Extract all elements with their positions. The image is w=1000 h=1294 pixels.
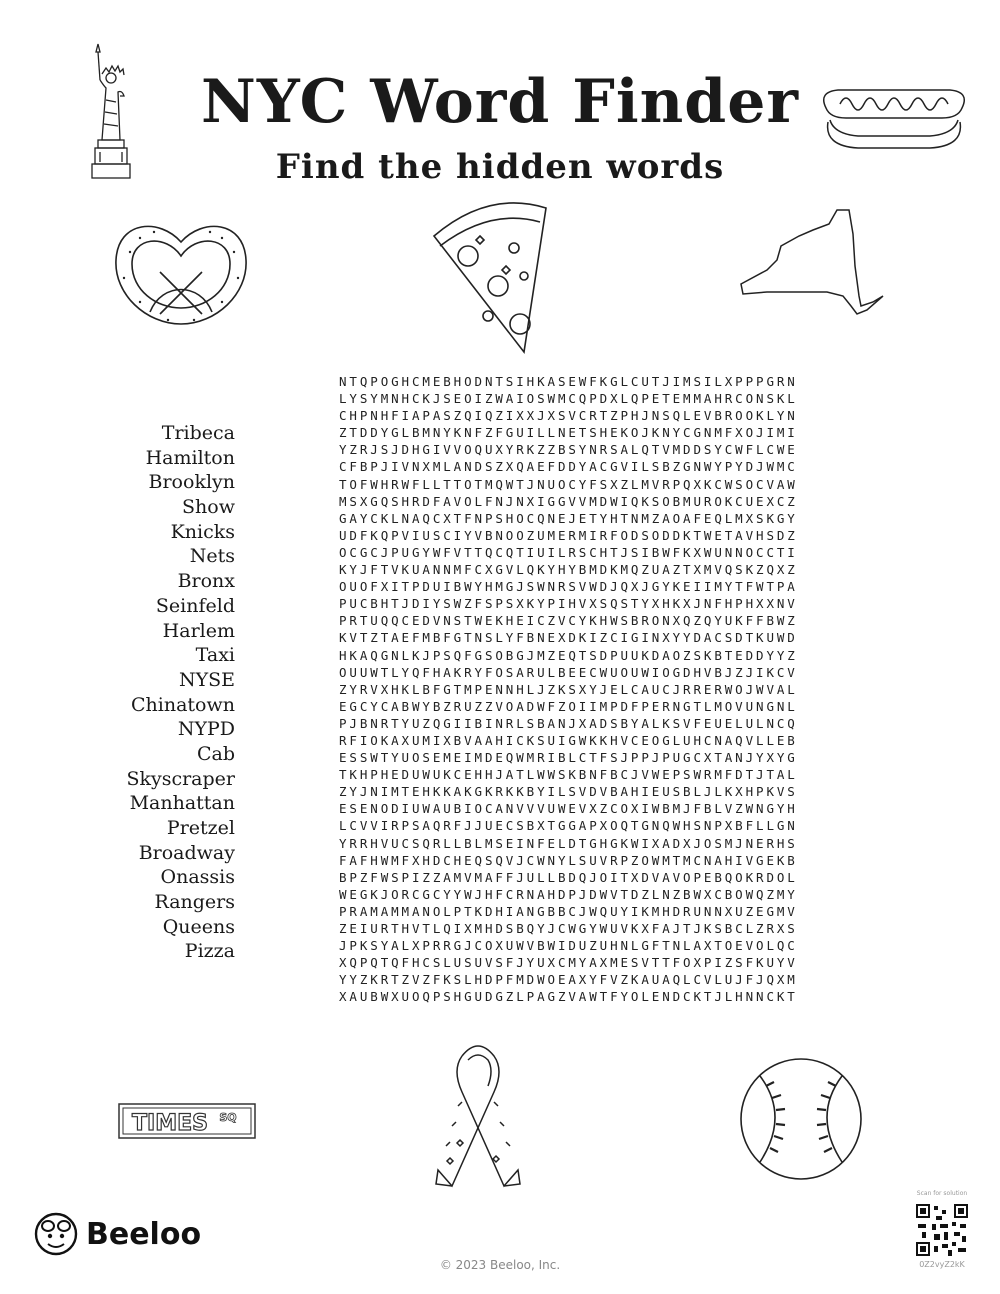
copyright-text: © 2023 Beeloo, Inc.: [439, 1258, 561, 1272]
qr-code-label: 0Z2vyZ2kK: [919, 1260, 965, 1269]
word-list-item: Onassis: [160, 866, 235, 889]
word-list-item: Pretzel: [166, 817, 235, 839]
grid-row: JPKSYALXPRRGJCOXUWVBWIDUZUHNLGFTNLAXTOEVOLQC: [339, 938, 798, 954]
word-list-item: Cab: [196, 742, 235, 765]
grid-row: LCVVIRPSAQRFJJUECSBXTGGAPXOQTGNQWHSNPXBFLLGN: [339, 818, 798, 834]
word-list-item: Queens: [162, 915, 235, 938]
word-list-item: Hamilton: [145, 446, 235, 469]
grid-row: TKHPHEDUWUKCEHHJATLWWSKBNFBCJVWEPSWRMFDTJTAL: [339, 767, 798, 783]
word-list-item: NYSE: [178, 668, 235, 691]
baseball-icon: [738, 1056, 864, 1182]
brand-name: Beeloo: [86, 1216, 202, 1252]
grid-row: WEGKJORCGCYYWJHFCRNAHDPJDWVTDZLNZBWXCBOWQZMY: [339, 886, 798, 902]
grid-row: FAFHWMFXHDCHEQSQVJCWNYLSUVRPZOWMTMCNAHIVGEKB: [339, 852, 798, 868]
word-list-item: Rangers: [154, 891, 235, 914]
grid-row: YRRHVUCSQRLLBLMSEINFELDTGHGKWIXADXJOSMJNERHS: [339, 835, 798, 851]
grid-row: OUUWTLYQFHAKRYFOSARULBEECWUOUWIOGDHVBJZJIKCV: [339, 664, 798, 680]
word-list-item: Broadway: [138, 841, 235, 864]
bee-logo-icon: [34, 1212, 78, 1256]
word-list-item: Manhattan: [129, 792, 235, 815]
new-york-state-map-icon: [737, 206, 887, 328]
letter-grid: [339, 373, 969, 1005]
qr-caption: Scan for solution: [916, 1190, 968, 1197]
grid-row: YZRJSJDHGIVVOQUXYRKZZBSYNRSALQTVMDDSYCWFLCWE: [339, 442, 798, 458]
grid-row: PUCBHTJDIYSWZFSPSXKYPIHVXSQSTYXHKXJNFHPHXXNV: [339, 596, 798, 612]
word-list-item: Seinfeld: [155, 594, 235, 617]
grid-row: ZYJNIMTEHKKAKGKRKKBYILSVDVBAHIEUSBLJLKXHPKVS: [339, 784, 798, 800]
grid-row: EGCYCABWYBZRUZZVOADWFZOIIMPDFPERNGTLMOVUNGNL: [339, 698, 798, 714]
grid-row: CHPNHFIAPASZQIQZIXXJXSVCRTZPHJNSQLEVBROOKLYN: [339, 408, 798, 424]
grid-row: PRAMAMMANOLPTKDHIANGBBCJWQUYIKMHDRUNNXUZEGMV: [339, 903, 798, 919]
grid-row: TOFWHRWFLLTTOTMQWTJNUOCYFSXZLMVRPQXKCWSOCVAW: [339, 476, 798, 492]
pretzel-icon: [110, 212, 252, 334]
word-list-item: Pizza: [184, 940, 235, 963]
word-list-item: Skyscraper: [126, 767, 235, 790]
grid-row: YYZKRTZVZFKSLHDPFMDWOEAXYFVZKAUAQLCVLUJFJQXM: [339, 972, 798, 988]
grid-row: ZYRVXHKLBFGTMPENNHLJZKSXYJELCAUCJRRERWOJWVAL: [339, 681, 798, 697]
word-list-item: Chinatown: [131, 693, 235, 716]
grid-row: PRTUQQCEDVNSTWEKHEICZVCYKHWSBRONXQZQYUKFFBWZ: [339, 613, 798, 629]
word-list-item: Harlem: [162, 619, 235, 642]
grid-row: LYSYMNHCKJSEOIZWAIOSWMCQPDXLQPETEMMAHRCONSKL: [339, 391, 798, 407]
word-list: [90, 421, 235, 964]
grid-row: XAUBWXUOQPSHGUDGZLPAGZVAWTFYOLENDCKTJLHNNCKT: [339, 989, 798, 1005]
svg-text:SQ: SQ: [219, 1111, 237, 1124]
grid-row: KVTZTAEFMBFGTNSLYFBNEXDKIZCIGINXYYDACSDTKUWD: [339, 630, 798, 646]
word-list-item: Show: [182, 496, 235, 519]
grid-row: ZTDDYGLBMNYKNFZFGUILLNETSHEKOJKNYCGNMFXOJIMI: [339, 425, 798, 441]
word-list-item: Brooklyn: [148, 471, 235, 494]
page-subtitle: Find the hidden words: [275, 147, 725, 187]
grid-row: CFBPJIVNXMLANDSZXQAEFDDYACGVILSBZGNWYPYDJWMC: [339, 459, 798, 475]
grid-row: UDFKQPVIUSCIYVBNOOZUMERMIRFODSODDKTWETAVHSDZ: [339, 527, 798, 543]
grid-row: ZEIURTHVTLQIXMHDSBQYJCWGYWUVKXFAJTJKSBCLZRXS: [339, 921, 798, 936]
svg-text:TIMES: TIMES: [132, 1111, 208, 1136]
statue-of-liberty-icon: [86, 40, 136, 182]
word-list-item: Bronx: [177, 570, 235, 593]
grid-row: HKAQGNLKJPSQFGSOBGJMZEQTSDPUUKDAOZSKBTEDDYYZ: [339, 647, 798, 663]
word-list-item: Nets: [189, 545, 235, 568]
grid-row: OUOFXITPDUIBWYHMGJSWNRSVWDJQXJGYKEIIMYTFWTPA: [339, 579, 798, 595]
grid-row: PJBNRTYUZQGIIBINRLSBANJXADSBYALKSVFEUELULNCQ: [339, 715, 798, 731]
grid-row: NTQPOGHCMEBHODNTSIHKASEWFKGLCUTJIMSILXPPPGRN: [339, 374, 798, 389]
grid-row: KYJFTVKUANNMFCXGVLQKYHYBMDKMQZUAZTXMVQSKZQXZ: [339, 562, 798, 578]
grid-row: GAYCKLNAQCXTFNPSHOCQNEJETYHTNMZAOAFEQLMXSKGY: [339, 510, 798, 526]
grid-row: MSXGQSHRDFAVOLFNJNXIGGVVMDWIQKSOBMUROKCUEXCZ: [339, 493, 798, 509]
grid-row: BPZFWSPIZZAMVMAFFJULLBDQJOITXDVAVOPEBQOKRDOL: [339, 869, 798, 885]
word-list-item: NYPD: [177, 718, 235, 741]
beeloo-brand: [34, 1212, 201, 1256]
grid-row: ESSWTYUOSEMEIMDEQWMRIBLCTFSJPPJPUGCXTANJYXYG: [339, 750, 798, 766]
times-square-sign-icon: [118, 1103, 256, 1139]
ribbon-icon: [432, 1036, 524, 1198]
word-list-item: Tribeca: [161, 422, 235, 444]
grid-row: OCGCJPUGYWFVTTQCQTIUILRSCHTJSIBWFKXWUNNOCCTI: [339, 544, 798, 560]
word-list-item: Taxi: [195, 644, 235, 667]
grid-row: XQPQTQFHCSLUSUVSFJYUXCMYAXMESVTTFOXPIZSFKUYV: [339, 955, 798, 971]
pizza-slice-icon: [428, 196, 552, 356]
grid-row: ESENODIUWAUBIOCANVVVUWEVXZCOXIWBMJFBLVZWNGYH: [339, 801, 798, 817]
page-title: NYC Word Finder: [201, 67, 799, 137]
word-list-item: Knicks: [170, 520, 235, 543]
hot-dog-icon: [818, 78, 970, 152]
grid-row: RFIOKAXUMIXBVAAHICKSUIGWKKHVCEOGLUHCNAQVLLEB: [339, 732, 798, 748]
qr-code-icon[interactable]: [914, 1202, 970, 1258]
